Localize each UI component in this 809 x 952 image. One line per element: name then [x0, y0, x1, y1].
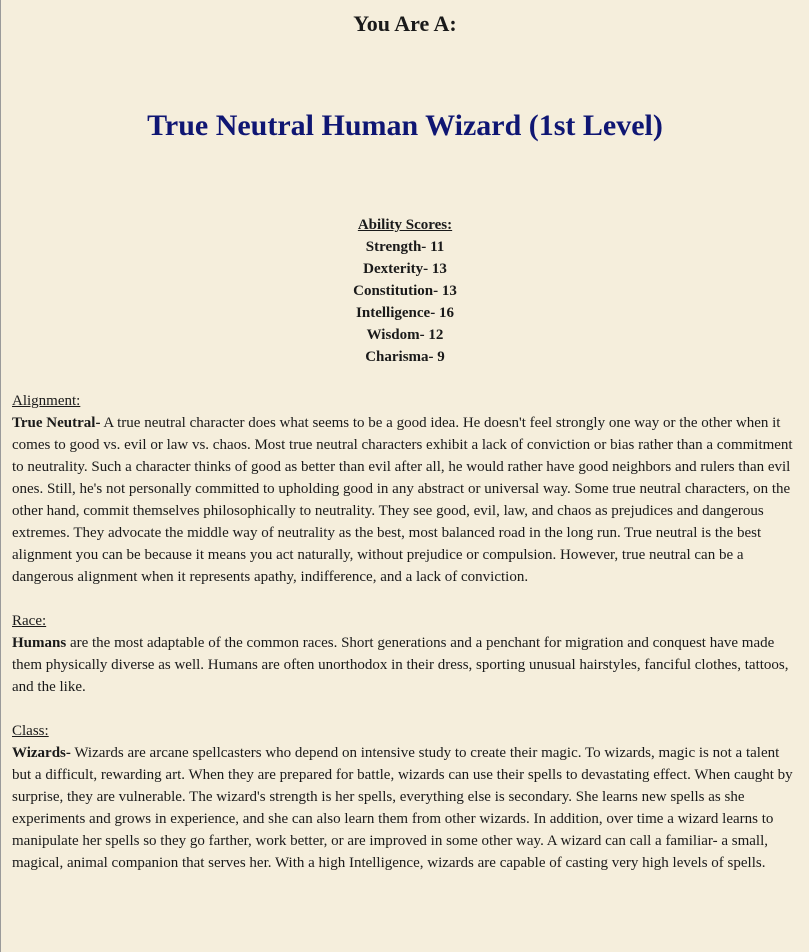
class-lead: Wizards-: [12, 745, 71, 761]
score-constitution: [1, 280, 809, 302]
score-value: 11: [430, 239, 445, 255]
race-text: are the most adaptable of the common races. Short generations and a penchant for migration and conquest have made them physically diverse as well. Humans are often unorthodox in their dress, sporting unusual hairstyles, fanciful clothes, tattoos, and the like.: [12, 635, 789, 695]
result-title: True Neutral Human Wizard (1st Level): [147, 109, 663, 142]
race-heading: Race:: [12, 613, 47, 629]
score-value: 12: [428, 327, 444, 343]
score-label: Charisma-: [365, 349, 434, 365]
score-value: 13: [431, 261, 447, 277]
class-heading: Class:: [12, 723, 49, 739]
score-label: Dexterity-: [363, 261, 429, 277]
score-value: 16: [438, 305, 454, 321]
class-section: [12, 720, 797, 874]
score-value: 13: [441, 283, 457, 299]
description-sections: [12, 390, 797, 896]
alignment-text: A true neutral character does what seems to be a good idea. He doesn't feel strongly one way or the other when it comes to good vs. evil or law vs. chaos. Most true neutral characters exhibit a lack of conviction or bias rather than a commitment to neutrality. Such a character thinks of good as better than evil after all, he would rather have good neighbors and rulers than evil ones. Still, he's not personally committed to upholding good in any abstract or universal way. Some true neutral characters, on the other hand, commit themselves philosophically to neutrality. They see good, evil, law, and chaos as prejudices and dangerous extremes. They advocate the middle way of neutrality as the best, most balanced road in the long run. True neutral is the best alignment you can be because it means you act naturally, without prejudice or compulsion. However, true neutral can be a dangerous alignment when it represents apathy, indifference, and a lack of conviction.: [12, 415, 793, 585]
ability-scores: [1, 214, 809, 368]
race-section: [12, 610, 797, 698]
score-charisma: [1, 346, 809, 368]
alignment-lead: True Neutral-: [12, 415, 101, 431]
score-strength: [1, 236, 809, 258]
ability-scores-heading: Ability Scores:: [357, 217, 453, 233]
score-intelligence: [1, 302, 809, 324]
score-label: Strength-: [365, 239, 427, 255]
score-value: 9: [437, 349, 445, 365]
race-lead: Humans: [12, 635, 67, 651]
alignment-section: [12, 390, 797, 588]
score-label: Intelligence-: [356, 305, 436, 321]
score-label: Wisdom-: [366, 327, 425, 343]
score-wisdom: [1, 324, 809, 346]
you-are-heading: You Are A:: [353, 11, 457, 36]
result-page: [1, 0, 809, 952]
score-dexterity: [1, 258, 809, 280]
alignment-heading: Alignment:: [12, 393, 81, 409]
class-text: Wizards are arcane spellcasters who depend on intensive study to create their magic. To wizards, magic is not a talent but a difficult, rewarding art. When they are prepared for battle, wizards can use their spells to devastating effect. When caught by surprise, they are vulnerable. The wizard's strength is her spells, everything else is secondary. She learns new spells as she experiments and grows in experience, and she can also learn them from other wizards. In addition, over time a wizard learns to manipulate her spells so they go farther, work better, or are improved in some other way. A wizard can call a familiar- a small, magical, animal companion that serves her. With a high Intelligence, wizards are capable of casting very high levels of spells.: [12, 745, 793, 871]
score-label: Constitution-: [353, 283, 439, 299]
